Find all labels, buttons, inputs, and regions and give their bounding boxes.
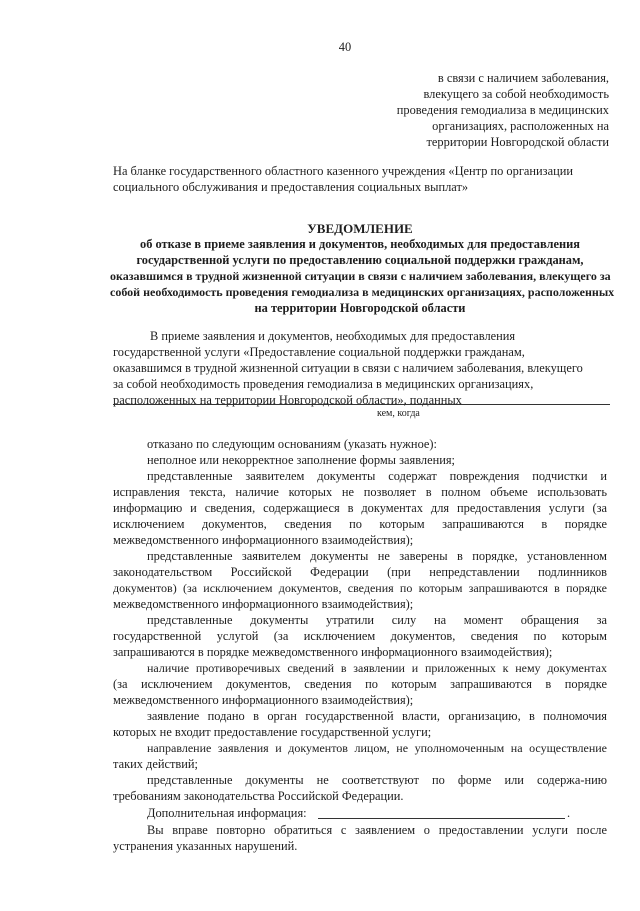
document-title: УВЕДОМЛЕНИЕ xyxy=(307,221,413,236)
body-line: законодательством Российской Федерации (при непредставлении подлинников xyxy=(113,565,607,579)
body-line: представленные заявителем документы содержат повреждения подчистки и xyxy=(147,469,607,483)
body-line: направление заявления и документов лицом, не уполномоченным на осуществление xyxy=(147,741,607,755)
body-line: информацию и сведения, содержащиеся в документах для предоставления услуги (за xyxy=(113,501,607,515)
body-line: таких действий; xyxy=(113,757,198,771)
body-line: документов) (за исключением документов, сведения по которым запрашиваются в порядке xyxy=(113,581,607,595)
page-number: 40 xyxy=(338,40,352,54)
header-line: влекущего за собой необходимость xyxy=(423,87,609,101)
document-subtitle: оказавшимся в трудной жизненной ситуации в связи с наличием заболевания, влекущего за xyxy=(110,269,611,283)
body-line: неполное или некорректное заполнение формы заявления; xyxy=(147,453,455,467)
body-line: заявление подано в орган государственной власти, организацию, в полномочия xyxy=(147,709,607,723)
body-line: требованиям законодательства Российской Федерации. xyxy=(113,789,404,803)
header-line: проведения гемодиализа в медицинских xyxy=(396,103,609,117)
document-subtitle: на территории Новгородской области xyxy=(254,301,466,315)
intro-line: за собой необходимость проведения гемодиализа в медицинских организациях, xyxy=(113,377,534,391)
intro-line: оказавшимся в трудной жизненной ситуации в связи с наличием заболевания, влекущего xyxy=(113,361,583,375)
body-line: представленные документы утратили силу на момент обращения за xyxy=(147,613,607,627)
body-line: наличие противоречивых сведений в заявлении и приложенных к нему документах xyxy=(147,661,607,675)
intro-line: расположенных на территории Новгородской области», поданных xyxy=(113,393,462,407)
additional-info-label: Дополнительная информация: xyxy=(147,806,307,820)
body-line: представленные документы не соответствуют по форме или содержа-нию xyxy=(147,773,607,787)
intro-line: В приеме заявления и документов, необходимых для предоставления xyxy=(150,329,516,343)
blank-note: социального обслуживания и предоставления социальных выплат» xyxy=(113,180,469,194)
document-subtitle: об отказе в приеме заявления и документов, необходимых для предоставления xyxy=(140,237,580,251)
applicant-fill-line xyxy=(113,404,610,405)
body-line: межведомственного информационного взаимодействия); xyxy=(113,533,414,547)
body-line: (за исключением документов, сведения по которым запрашиваются в порядке xyxy=(113,677,607,691)
document-subtitle: собой необходимость проведения гемодиализа в медицинских организациях, расположенных xyxy=(110,285,615,299)
body-line: отказано по следующим основаниям (указать нужное): xyxy=(147,437,437,451)
additional-info-fill-line xyxy=(318,818,565,819)
blank-note: На бланке государственного областного казенного учреждения «Центр по организации xyxy=(113,164,573,178)
additional-info-end: . xyxy=(567,806,571,820)
document-subtitle: государственной услуги по предоставлению социальной поддержки гражданам, xyxy=(136,253,584,267)
body-line: исключением документов, сведения по которым запрашиваются в порядке xyxy=(113,517,607,531)
header-line: территории Новгородской области xyxy=(426,135,609,149)
header-line: организациях, расположенных на xyxy=(432,119,609,133)
closing-line: устранения указанных нарушений. xyxy=(113,839,298,853)
header-line: в связи с наличием заболевания, xyxy=(437,71,609,85)
intro-line: государственной услуги «Предоставление социальной поддержки гражданам, xyxy=(113,345,525,359)
body-line: исправления текста, наличие которых не позволяет в полном объеме использовать xyxy=(113,485,607,499)
body-line: представленные заявителем документы не заверены в порядке, установленном xyxy=(147,549,607,563)
body-line: межведомственного информационного взаимодействия); xyxy=(113,597,414,611)
body-line: государственной услугой (за исключением документов, сведения по которым xyxy=(113,629,607,643)
body-line: которых не входит предоставление государственной услуги; xyxy=(113,725,432,739)
body-line: запрашиваются в порядке межведомственного информационного взаимодействия); xyxy=(113,645,553,659)
caption-kem-kogda: кем, когда xyxy=(377,408,420,419)
body-line: межведомственного информационного взаимодействия); xyxy=(113,693,414,707)
closing-line: Вы вправе повторно обратиться с заявлением о предоставлении услуги после xyxy=(147,823,607,837)
